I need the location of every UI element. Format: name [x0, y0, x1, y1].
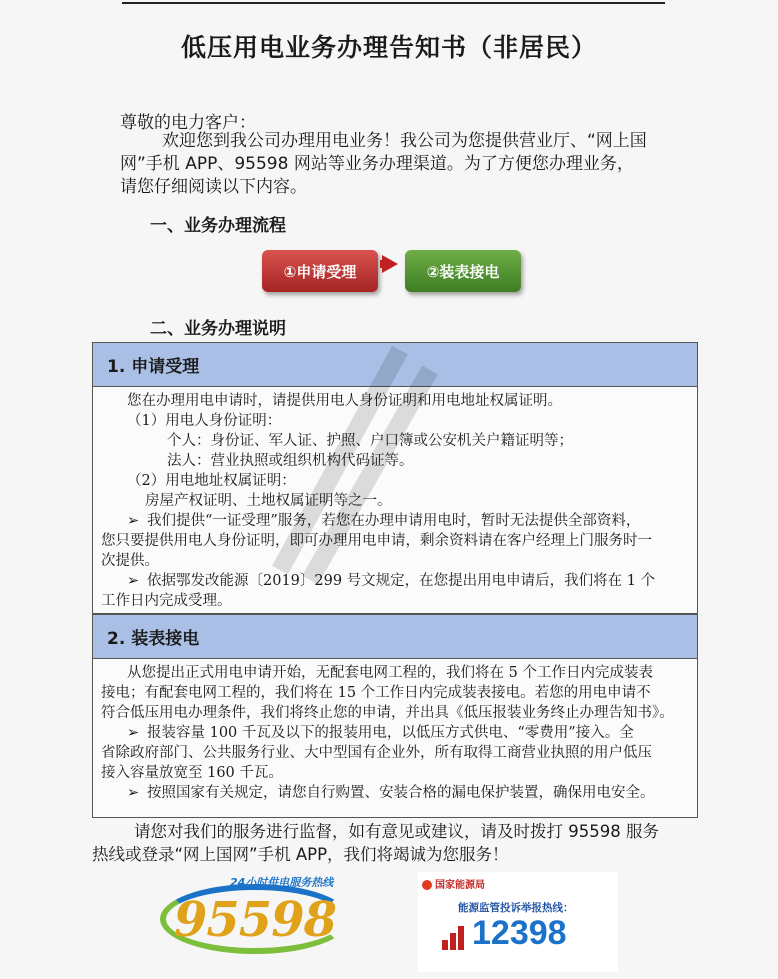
- logo-number: 12398: [472, 914, 567, 952]
- intro-line: 网”手机 APP、95598 网站等业务办理渠道。为了方便您办理业务，: [120, 154, 634, 174]
- panel-heading: 1. 申请受理: [93, 343, 697, 387]
- text-line: 房屋产权证明、土地权属证明等之一。: [145, 493, 392, 509]
- panel-installation: [92, 614, 698, 818]
- text-line: 次提供。: [101, 553, 159, 569]
- text-line: 您只要提供用电人身份证明，即可办理用电申请，剩余资料请在客户经理上门服务时一: [101, 533, 652, 549]
- text-line: 工作日内完成受理。: [101, 593, 232, 609]
- text-line: （1）用电人身份证明：: [127, 413, 282, 429]
- text-line: 接电；有配套电网工程的，我们将在 15 个工作日内完成装表接电。若您的用电申请不: [101, 685, 651, 701]
- bullet-arrow-icon: ➢: [127, 513, 140, 529]
- logo-12398: [418, 872, 618, 972]
- bullet-arrow-icon: ➢: [127, 725, 140, 741]
- panel-application: [92, 342, 698, 614]
- intro-line: 欢迎您到我公司办理用电业务！我公司为您提供营业厅、“网上国: [162, 131, 647, 151]
- closing-line: 热线或登录“网上国网”手机 APP，我们将竭诚为您服务！: [92, 845, 509, 864]
- greeting: 尊敬的电力客户：: [120, 113, 256, 133]
- bullet-item: ➢ 我们提供“一证受理”服务，若您在办理申请用电时，暂时无法提供全部资料，: [127, 513, 641, 529]
- bullet-arrow-icon: ➢: [127, 573, 140, 589]
- panel-heading: 2. 装表接电: [93, 615, 697, 659]
- bullet-item: ➢ 依据鄂发改能源〔2019〕299 号文规定，在您提出用电申请后，我们将在 1 个: [127, 573, 656, 589]
- flow-step-apply: ①申请受理: [262, 250, 378, 292]
- document-title: 低压用电业务办理告知书（非居民）: [180, 33, 597, 62]
- text-line: 省除政府部门、公共服务行业、大中型国有企业外，所有取得工商营业执照的用户低压: [101, 745, 652, 761]
- logo-number: 95598: [174, 892, 336, 948]
- bullet-arrow-icon: ➢: [127, 785, 140, 801]
- closing-paragraph: [92, 820, 700, 866]
- flow-arrow-icon: [382, 255, 398, 273]
- closing-line: 请您对我们的服务进行监督，如有意见或建议，请及时拨打 95598 服务: [134, 822, 659, 841]
- panel-body: [93, 387, 697, 611]
- bullet-item: ➢ 报装容量 100 千瓦及以下的报装用电，以低压方式供电、“零费用”接入。全: [127, 725, 634, 741]
- text-line: 接入容量放宽至 160 千瓦。: [101, 765, 283, 781]
- text-line: 符合低压用电办理条件，我们将终止您的申请，并出具《低压报装业务终止办理告知书》。: [101, 705, 674, 721]
- text-line: 法人：营业执照或组织机构代码证等。: [167, 453, 414, 469]
- text-line: 您在办理用电申请时，请提供用电人身份证明和用电地址权属证明。: [127, 393, 562, 409]
- intro-line: 请您仔细阅读以下内容。: [120, 177, 307, 197]
- logo-org: 国家能源局: [422, 876, 485, 891]
- flow-step-install: ②装表接电: [405, 250, 521, 292]
- section-heading-process: 一、业务办理流程: [150, 216, 286, 236]
- text-line: 从您提出正式用电申请开始，无配套电网工程的，我们将在 5 个工作日内完成装表: [127, 665, 653, 681]
- logo-95598: [160, 872, 360, 962]
- section-heading-explanation: 二、业务办理说明: [150, 319, 286, 339]
- panel-body: [93, 659, 697, 803]
- text-line: 个人：身份证、军人证、护照、户口簿或公安机关户籍证明等；: [167, 433, 573, 449]
- text-line: （2）用电地址权属证明：: [127, 473, 296, 489]
- logo-hotline-label: 能源监管投诉举报热线：: [458, 902, 574, 914]
- intro-paragraph: [120, 130, 675, 199]
- top-rule: [122, 2, 665, 4]
- logo-tagline: 24小时供电服务热线: [230, 876, 334, 889]
- signal-bars-icon: [442, 924, 468, 950]
- bullet-item: ➢ 按照国家有关规定，请您自行购置、安装合格的漏电保护装置，确保用电安全。: [127, 785, 655, 801]
- national-emblem-icon: [422, 880, 432, 890]
